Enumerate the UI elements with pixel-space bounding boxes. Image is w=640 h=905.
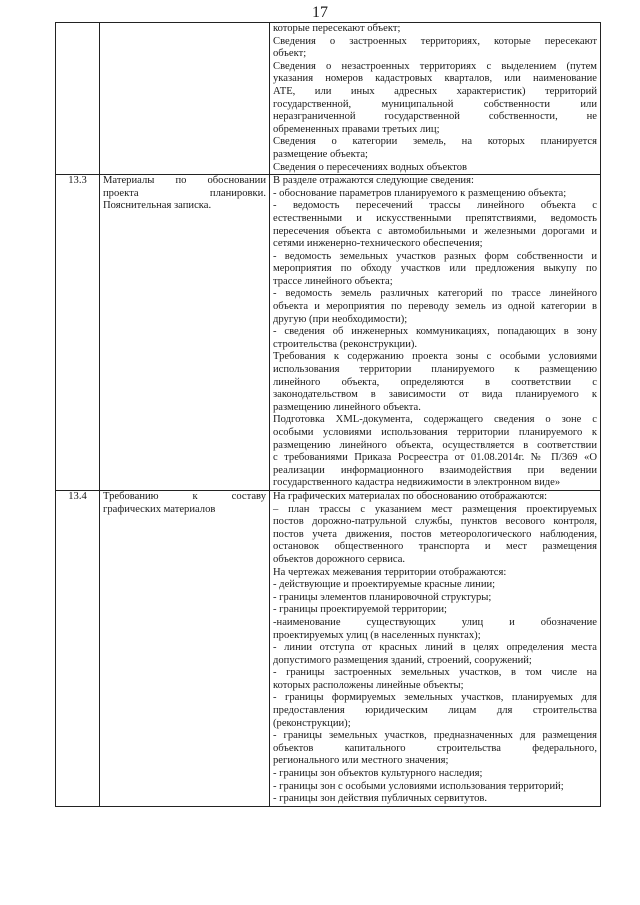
item-number-cell: 13.3 bbox=[56, 175, 100, 491]
content-line: Сведения о пересечениях водных объектов bbox=[273, 161, 467, 173]
item-name-line: проекта планировки. bbox=[103, 187, 266, 199]
content-line: - ведомость пересечений трассы линейного объекта с bbox=[273, 200, 597, 212]
content-line: -наименование существующих улиц и обозначение bbox=[273, 616, 597, 628]
content-line: (реконструкции); bbox=[273, 717, 351, 729]
content-paragraph bbox=[273, 617, 597, 642]
content-line: - границы зон объектов культурного наследия; bbox=[273, 768, 483, 780]
content-line: трассе линейного объекта; bbox=[273, 275, 393, 287]
content-line: - границы элементов планировочной структуры; bbox=[273, 591, 492, 603]
content-line: обремененных правами третьих лиц; bbox=[273, 123, 440, 135]
content-line: постов учета движения, постов метеорологического наблюдения, bbox=[273, 528, 597, 540]
content-paragraph bbox=[273, 592, 597, 605]
content-line: использования территории планируемого к размещению bbox=[273, 364, 597, 376]
content-paragraph bbox=[273, 414, 597, 490]
item-content-cell bbox=[270, 23, 601, 175]
content-paragraph bbox=[273, 793, 597, 806]
item-name-cell bbox=[100, 490, 270, 806]
content-line: законодательством в зависимости от вида планируемого к bbox=[273, 389, 597, 401]
content-line: объектов дорожного сервиса. bbox=[273, 553, 406, 565]
content-paragraph bbox=[273, 326, 597, 351]
content-line: которых расположены линейные объекты; bbox=[273, 679, 464, 691]
content-paragraph bbox=[273, 567, 597, 580]
item-name-line: Материалы по обосновании bbox=[103, 175, 266, 187]
requirements-table bbox=[55, 22, 601, 807]
content-paragraph bbox=[273, 504, 597, 567]
content-paragraph bbox=[273, 768, 597, 781]
item-number-cell: 13.4 bbox=[56, 490, 100, 806]
content-line: государственного кадастра недвижимости в электронном виде» bbox=[273, 477, 561, 489]
content-line: регионального или местного значения; bbox=[273, 755, 449, 767]
item-content-cell bbox=[270, 175, 601, 491]
content-line: мероприятия по обходу участков или предложения выкупу по bbox=[273, 263, 597, 275]
content-line: объектов капитального строительства федерального, bbox=[273, 742, 597, 754]
content-line: указания номеров кадастровых кварталов, или наименование bbox=[273, 73, 597, 85]
content-line: строительства (реконструкции). bbox=[273, 338, 418, 350]
item-content-cell bbox=[270, 490, 601, 806]
content-line: линейного объекта, определяются в соответствии с bbox=[273, 376, 597, 388]
content-paragraph bbox=[273, 781, 597, 794]
item-name-cell bbox=[100, 175, 270, 491]
content-paragraph bbox=[273, 667, 597, 692]
content-line: - границы земельных участков, предназначенных для размещения bbox=[273, 730, 597, 742]
item-number-cell bbox=[56, 23, 100, 175]
content-line: - границы зон с особыми условиями использования территорий; bbox=[273, 780, 564, 792]
content-paragraph bbox=[273, 579, 597, 592]
content-paragraph bbox=[273, 136, 597, 161]
content-line: объекта и мероприятия по переводу земель из одной категории в bbox=[273, 301, 597, 313]
content-line: проектируемых улиц (в населенных пунктах); bbox=[273, 629, 481, 641]
content-line: предоставления юридическим лицам для строительства bbox=[273, 705, 597, 717]
content-line: Требования к содержанию проекта зоны с особыми условиями bbox=[273, 351, 597, 363]
item-name-line: Пояснительная записка. bbox=[103, 200, 212, 212]
content-paragraph bbox=[273, 692, 597, 730]
content-line: Подготовка XML-документа, содержащего сведения о зоне с bbox=[273, 414, 597, 426]
content-paragraph bbox=[273, 604, 597, 617]
content-line: допустимого размещения зданий, строений, сооружений; bbox=[273, 654, 532, 666]
content-line: пересечения объекта с автомобильными и железными дорогами и bbox=[273, 225, 597, 237]
content-line: объект; bbox=[273, 48, 307, 60]
content-line: На чертежах межевания территории отображаются: bbox=[273, 566, 507, 578]
content-line: особыми условиями использования территории планируемого к bbox=[273, 427, 597, 438]
content-line: которые пересекают объект; bbox=[273, 23, 401, 34]
content-line: реализации информационного взаимодействия при ведении bbox=[273, 464, 597, 476]
content-line: размещение объекта; bbox=[273, 148, 369, 160]
content-line: естественными и искусственными препятствиями, ведомость bbox=[273, 212, 597, 224]
content-paragraph bbox=[273, 188, 597, 201]
content-line: сетями инженерно-технического обеспечения; bbox=[273, 238, 483, 250]
content-line: - границы зон действия публичных сервитутов. bbox=[273, 793, 488, 805]
content-paragraph bbox=[273, 175, 597, 188]
content-paragraph bbox=[273, 162, 597, 175]
item-name-cell bbox=[100, 23, 270, 175]
content-line: - действующие и проектируемые красные линии; bbox=[273, 579, 496, 591]
item-name-line: графических материалов bbox=[103, 503, 216, 515]
content-line: Сведения о незастроенных территориях с выделением (путем bbox=[273, 60, 597, 72]
content-line: - границы формируемых земельных участков, планируемых для bbox=[273, 692, 597, 704]
content-line: размещению линейного объекта. bbox=[273, 401, 421, 413]
requirements-table-body bbox=[56, 23, 601, 807]
content-line: - обоснование параметров планируемого к размещению объекта; bbox=[273, 187, 567, 199]
item-name-line: Требованию к составу bbox=[103, 490, 266, 502]
content-line: постов дорожно-патрульной службы, пунктов весового контроля, bbox=[273, 516, 597, 528]
content-line: – план трассы с указанием мест размещения проектируемых bbox=[273, 503, 597, 515]
page-number: 17 bbox=[312, 4, 328, 21]
content-paragraph bbox=[273, 200, 597, 250]
content-line: - границы застроенных земельных участков, в том числе на bbox=[273, 667, 597, 679]
content-paragraph bbox=[273, 288, 597, 326]
content-paragraph bbox=[273, 642, 597, 667]
content-line: остановок общественного транспорта и мест размещения bbox=[273, 541, 597, 553]
content-line: - границы проектируемой территории; bbox=[273, 604, 447, 616]
content-line: АТЕ, или иных адресных характеристик) территорий bbox=[273, 85, 597, 97]
content-line: с требованиями Приказа Росреестра от 01.08.2014г. № П/369 «О bbox=[273, 452, 597, 464]
content-paragraph bbox=[273, 730, 597, 768]
content-paragraph bbox=[273, 36, 597, 61]
content-paragraph bbox=[273, 23, 597, 36]
content-paragraph bbox=[273, 491, 597, 504]
content-line: На графических материалах по обоснованию отображаются: bbox=[273, 490, 548, 502]
content-line: неразграниченной государственной собственности, не bbox=[273, 111, 597, 123]
content-line: - линии отступа от красных линий в целях определения места bbox=[273, 642, 597, 654]
content-line: Сведения о застроенных территориях, которые пересекают bbox=[273, 35, 597, 47]
content-line: - ведомость земель различных категорий по трассе линейного bbox=[273, 288, 597, 300]
content-paragraph bbox=[273, 61, 597, 137]
content-line: другую (при необходимости); bbox=[273, 313, 408, 325]
table-row bbox=[56, 490, 601, 806]
content-line: В разделе отражаются следующие сведения: bbox=[273, 175, 474, 187]
content-line: размещению линейного объекта, осуществляется в соответствии bbox=[273, 439, 597, 451]
content-line: государственной, муниципальной собственности или bbox=[273, 98, 597, 110]
content-line: - сведения об инженерных коммуникациях, попадающих в зону bbox=[273, 326, 597, 338]
content-line: Сведения о категории земель, на которых планируется bbox=[273, 136, 597, 148]
table-row bbox=[56, 175, 601, 491]
table-row bbox=[56, 23, 601, 175]
content-paragraph bbox=[273, 351, 597, 414]
content-paragraph bbox=[273, 251, 597, 289]
content-line: - ведомость земельных участков разных форм собственности и bbox=[273, 250, 597, 262]
